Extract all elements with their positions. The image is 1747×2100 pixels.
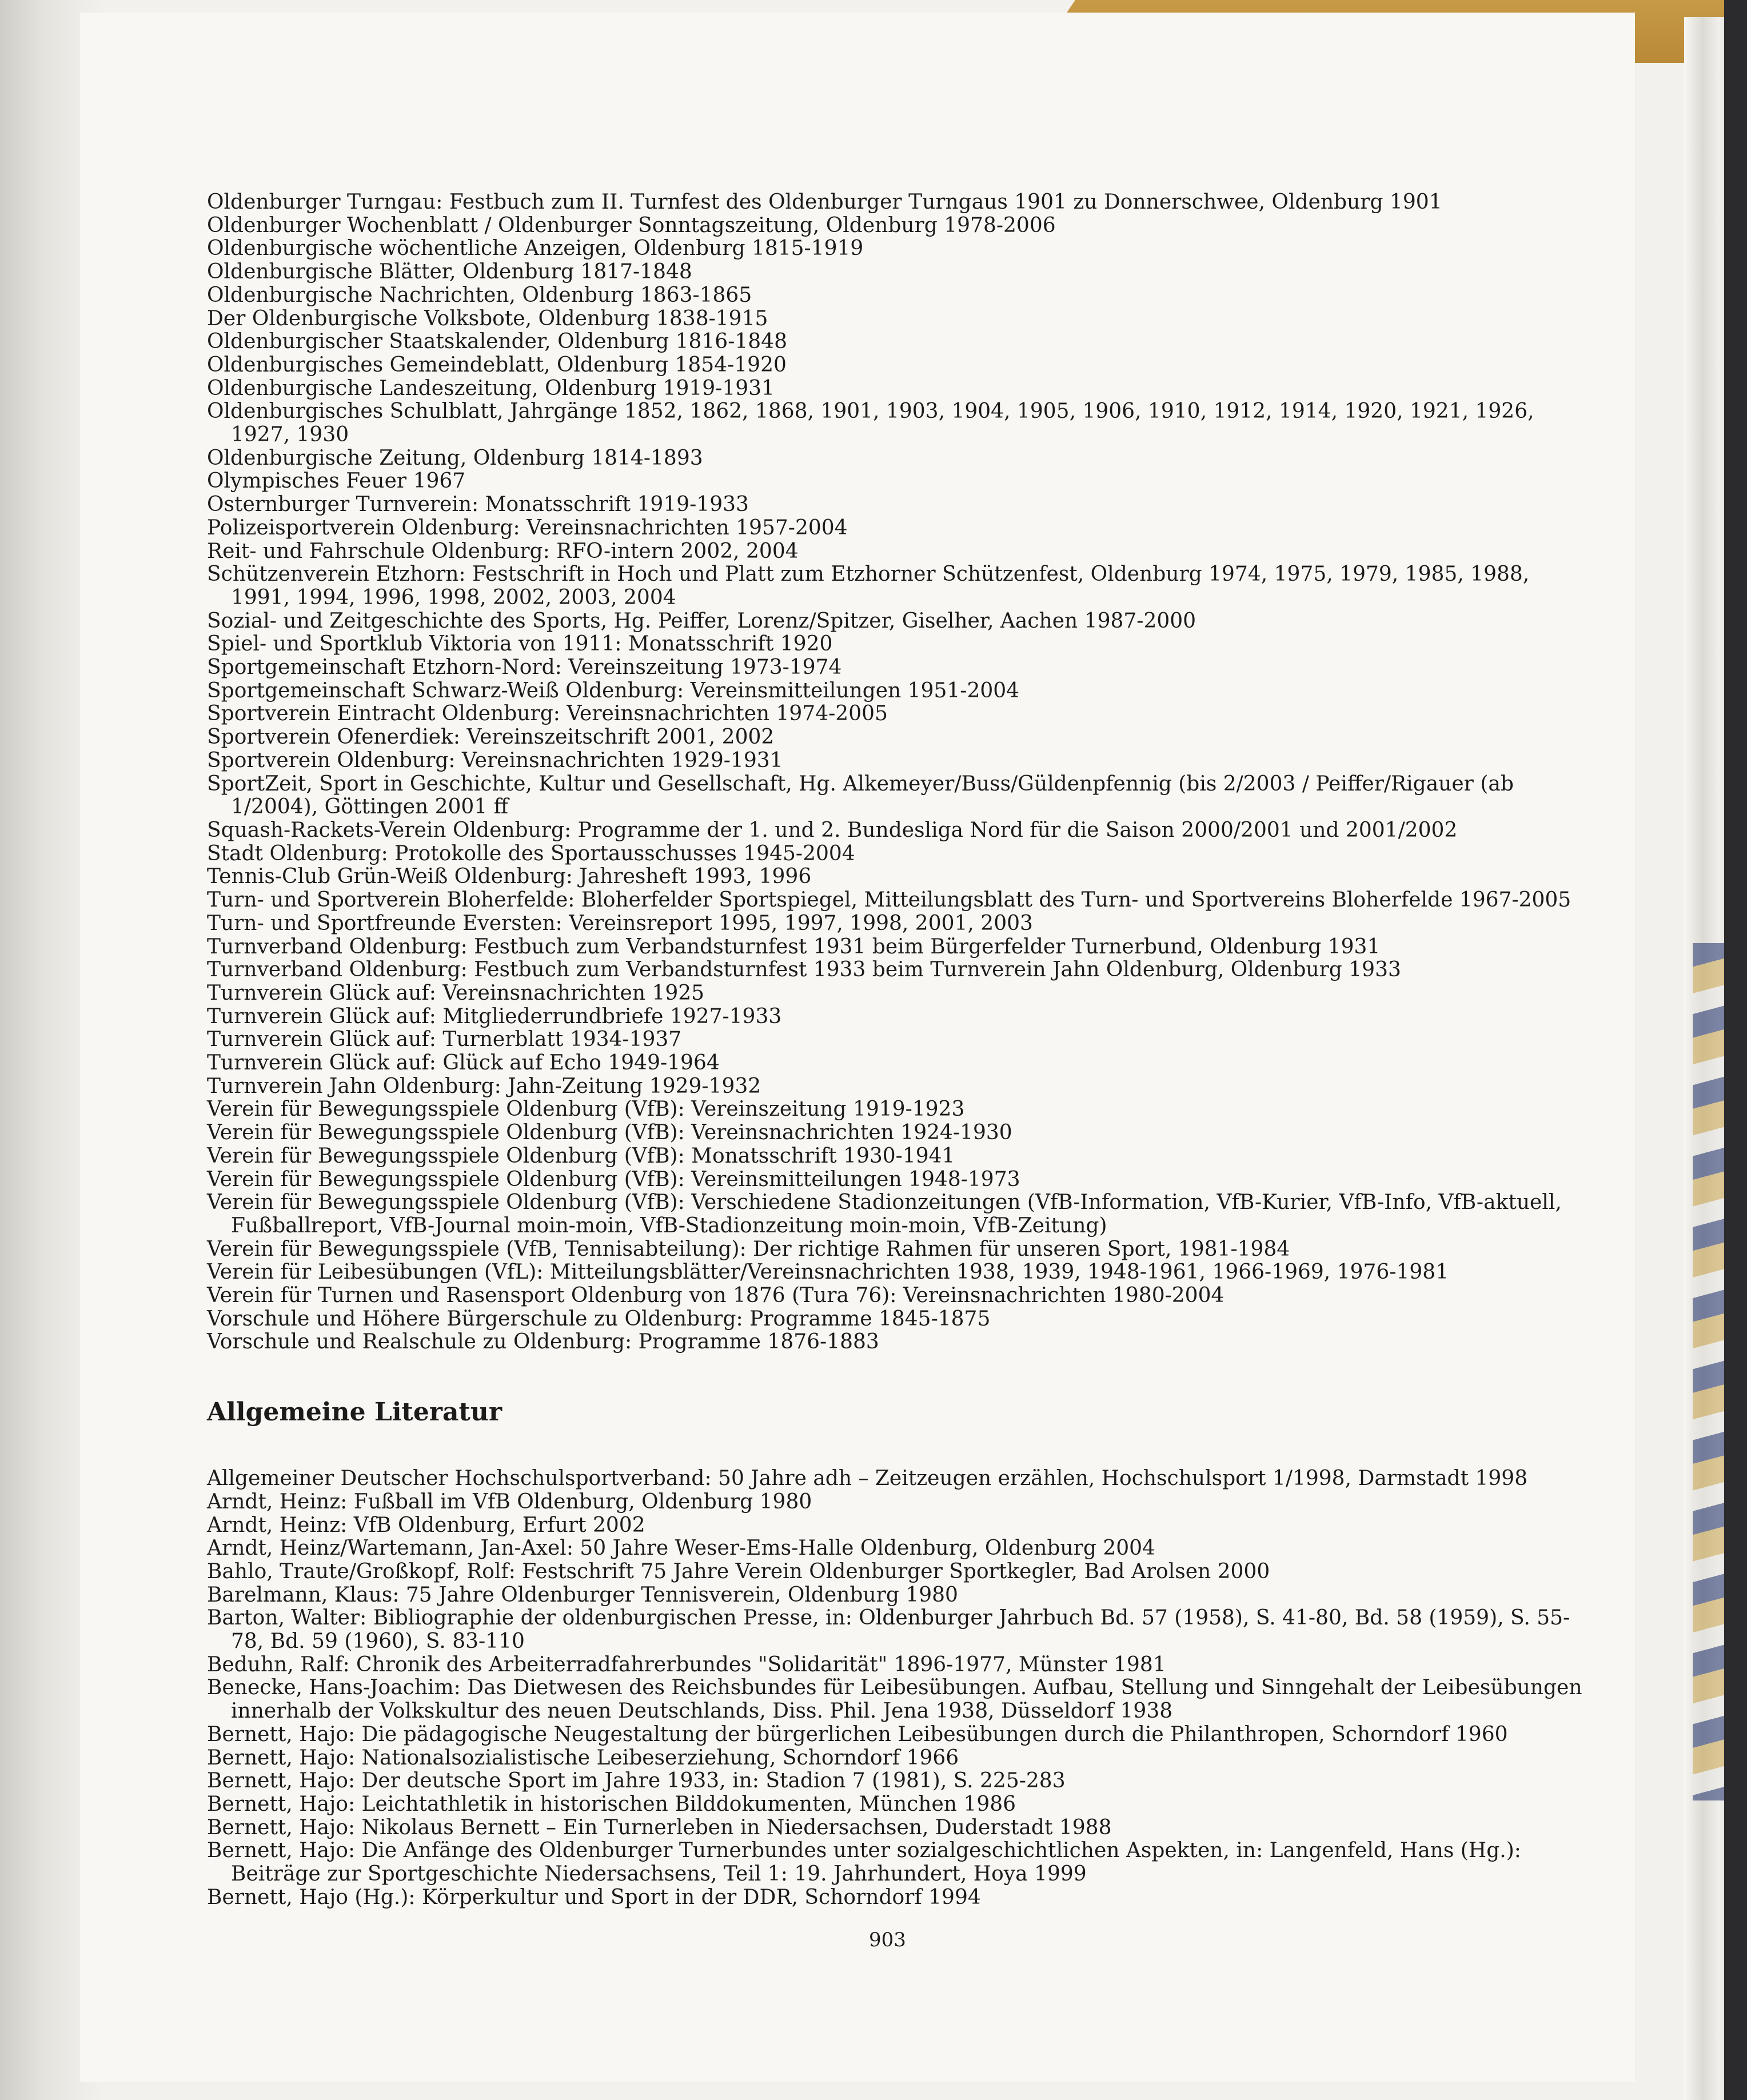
literature-entry: Bernett, Hajo: Die Anfänge des Oldenburger Turnerbundes unter sozialgeschichtlichen Aspekten, in: Langenfeld, Hans (Hg.): Beiträge zur Sportgeschichte Niedersachsens, Teil 1: 19. Jahrhundert, Hoya 1999 [207, 1839, 1521, 1886]
source-entry: Oldenburgische Zeitung, Oldenburg 1814-1893 [207, 446, 703, 470]
scan-border [1724, 0, 1747, 2100]
source-entry: Turn- und Sportfreunde Eversten: Vereinsreport 1995, 1997, 1998, 2001, 2003 [207, 911, 1033, 935]
source-entry: Turnverband Oldenburg: Festbuch zum Verbandsturnfest 1933 beim Turnverein Jahn Oldenburg, Oldenburg 1933 [207, 958, 1401, 982]
source-entry: Sportverein Oldenburg: Vereinsnachrichten 1929-1931 [207, 748, 783, 772]
literature-entry: Bernett, Hajo: Nikolaus Bernett – Ein Turnerleben in Niedersachsen, Duderstadt 1988 [207, 1815, 1112, 1839]
source-entry: Oldenburgische Blätter, Oldenburg 1817-1848 [207, 260, 692, 284]
literature-entry: Barton, Walter: Bibliographie der oldenburgischen Presse, in: Oldenburger Jahrbuch Bd. 57 (1958), S. 41-80, Bd. 58 (1959), S. 55-78, Bd. 59 (1960), S. 83-110 [207, 1606, 1570, 1654]
source-entry: Reit- und Fahrschule Oldenburg: RFO-intern 2002, 2004 [207, 539, 799, 563]
source-entry: Oldenburgische Landeszeitung, Oldenburg 1919-1931 [207, 376, 775, 400]
source-entry: Oldenburgische Nachrichten, Oldenburg 1863-1865 [207, 283, 752, 307]
page-content [207, 191, 1590, 1910]
source-entry: Olympisches Feuer 1967 [207, 469, 466, 493]
source-entry: Verein für Bewegungsspiele Oldenburg (VfB): Vereinsnachrichten 1924-1930 [207, 1121, 1012, 1145]
literature-entry: Beduhn, Ralf: Chronik des Arbeiterradfahrerbundes "Solidarität" 1896-1977, Münster 1981 [207, 1652, 1166, 1676]
source-entry: Oldenburgische wöchentliche Anzeigen, Oldenburg 1815-1919 [207, 237, 864, 261]
sources-list [207, 191, 1590, 1354]
source-entry: Stadt Oldenburg: Protokolle des Sportausschusses 1945-2004 [207, 841, 855, 865]
section-heading: Allgemeine Literatur [207, 1398, 502, 1427]
literature-entry: Bernett, Hajo (Hg.): Körperkultur und Sport in der DDR, Schorndorf 1994 [207, 1885, 981, 1909]
literature-entry: Arndt, Heinz: Fußball im VfB Oldenburg, Oldenburg 1980 [207, 1490, 812, 1514]
source-entry: Sportgemeinschaft Schwarz-Weiß Oldenburg: Vereinsmitteilungen 1951-2004 [207, 678, 1020, 702]
literature-entry: Arndt, Heinz: VfB Oldenburg, Erfurt 2002 [207, 1513, 645, 1537]
literature-entry: Bernett, Hajo: Der deutsche Sport im Jahre 1933, in: Stadion 7 (1981), S. 225-283 [207, 1769, 1066, 1793]
cover-pattern-edge [1693, 943, 1724, 1800]
source-entry: Verein für Bewegungsspiele (VfB, Tennisabteilung): Der richtige Rahmen für unseren Sport, 1981-1984 [207, 1237, 1290, 1261]
literature-entry: Bahlo, Traute/Großkopf, Rolf: Festschrift 75 Jahre Verein Oldenburger Sportkegler, Bad Arolsen 2000 [207, 1559, 1270, 1583]
source-entry: SportZeit, Sport in Geschichte, Kultur und Gesellschaft, Hg. Alkemeyer/Buss/Güldenpfennig (bis 2/2003 / Peiffer/Rigauer (ab 1/2004), Göttingen 2001 ff [207, 772, 1514, 819]
source-entry: Turnverein Glück auf: Turnerblatt 1934-1937 [207, 1028, 682, 1052]
source-entry: Turnverein Glück auf: Glück auf Echo 1949-1964 [207, 1051, 720, 1075]
source-entry: Vorschule und Höhere Bürgerschule zu Oldenburg: Programme 1845-1875 [207, 1307, 991, 1331]
literature-entry: Bernett, Hajo: Leichtathletik in historischen Bilddokumenten, München 1986 [207, 1792, 1016, 1816]
source-entry: Verein für Bewegungsspiele Oldenburg (VfB): Monatsschrift 1930-1941 [207, 1144, 955, 1168]
source-entry: Squash-Rackets-Verein Oldenburg: Programme der 1. und 2. Bundesliga Nord für die Saison 2000/2001 und 2001/2002 [207, 818, 1458, 842]
source-entry: Verein für Bewegungsspiele Oldenburg (VfB): Vereinszeitung 1919-1923 [207, 1097, 965, 1121]
source-entry: Spiel- und Sportklub Viktoria von 1911: Monatsschrift 1920 [207, 632, 833, 656]
source-entry: Tennis-Club Grün-Weiß Oldenburg: Jahresheft 1993, 1996 [207, 865, 812, 889]
source-entry: Oldenburger Wochenblatt / Oldenburger Sonntagszeitung, Oldenburg 1978-2006 [207, 213, 1056, 237]
literature-entry: Barelmann, Klaus: 75 Jahre Oldenburger Tennisverein, Oldenburg 1980 [207, 1583, 958, 1607]
source-entry: Sportverein Ofenerdiek: Vereinszeitschrift 2001, 2002 [207, 725, 775, 749]
source-entry: Verein für Bewegungsspiele Oldenburg (VfB): Verschiedene Stadionzeitungen (VfB-Information, VfB-Kurier, VfB-Info, VfB-aktuell, Fußballreport, VfB-Journal moin-moin, VfB-Stadionzeitung moin-moin, VfB-Zeitung) [207, 1191, 1562, 1237]
source-entry: Oldenburgisches Gemeindeblatt, Oldenburg 1854-1920 [207, 353, 787, 377]
source-entry: Oldenburgischer Staatskalender, Oldenburg 1816-1848 [207, 330, 787, 354]
source-entry: Turnverein Jahn Oldenburg: Jahn-Zeitung 1929-1932 [207, 1074, 761, 1098]
source-entry: Der Oldenburgische Volksbote, Oldenburg 1838-1915 [207, 306, 768, 330]
literature-list [207, 1467, 1590, 1909]
source-entry: Verein für Bewegungsspiele Oldenburg (VfB): Vereinsmitteilungen 1948-1973 [207, 1167, 1020, 1191]
source-entry: Sportverein Eintracht Oldenburg: Vereinsnachrichten 1974-2005 [207, 702, 888, 726]
source-entry: Turnverband Oldenburg: Festbuch zum Verbandsturnfest 1931 beim Bürgerfelder Turnerbund, Oldenburg 1931 [207, 935, 1381, 959]
literature-entry: Bernett, Hajo: Nationalsozialistische Leibeserziehung, Schorndorf 1966 [207, 1746, 959, 1770]
source-entry: Oldenburger Turngau: Festbuch zum II. Turnfest des Oldenburger Turngaus 1901 zu Donnerschwee, Oldenburg 1901 [207, 190, 1442, 214]
literature-entry: Allgemeiner Deutscher Hochschulsportverband: 50 Jahre adh – Zeitzeugen erzählen, Hochschulsport 1/1998, Darmstadt 1998 [207, 1467, 1528, 1491]
book-page [80, 13, 1635, 2082]
literature-entry: Benecke, Hans-Joachim: Das Dietwesen des Reichsbundes für Leibesübungen. Aufbau, Stellung und Sinngehalt der Leibesübungen innerhalb der Volkskultur des neuen Deutschlands, Diss. Phil. Jena 1938, Düsseldorf 1938 [207, 1676, 1582, 1723]
source-entry: Sozial- und Zeitgeschichte des Sports, Hg. Peiffer, Lorenz/Spitzer, Giselher, Aachen 1987-2000 [207, 609, 1196, 633]
source-entry: Verein für Leibesübungen (VfL): Mitteilungsblätter/Vereinsnachrichten 1938, 1939, 1948-1961, 1966-1969, 1976-1981 [207, 1260, 1449, 1284]
source-entry: Verein für Turnen und Rasensport Oldenburg von 1876 (Tura 76): Vereinsnachrichten 1980-2004 [207, 1284, 1225, 1308]
literature-entry: Bernett, Hajo: Die pädagogische Neugestaltung der bürgerlichen Leibesübungen durch die Philanthropen, Schorndorf 1960 [207, 1722, 1508, 1746]
literature-entry: Arndt, Heinz/Wartemann, Jan-Axel: 50 Jahre Weser-Ems-Halle Oldenburg, Oldenburg 2004 [207, 1536, 1155, 1560]
source-entry: Osternburger Turnverein: Monatsschrift 1919-1933 [207, 493, 749, 517]
source-entry: Turnverein Glück auf: Vereinsnachrichten 1925 [207, 981, 705, 1005]
page-number: 903 [869, 1929, 906, 1951]
source-entry: Vorschule und Realschule zu Oldenburg: Programme 1876-1883 [207, 1330, 879, 1354]
source-entry: Turnverein Glück auf: Mitgliederrundbriefe 1927-1933 [207, 1004, 782, 1028]
source-entry: Polizeisportverein Oldenburg: Vereinsnachrichten 1957-2004 [207, 516, 848, 540]
source-entry: Schützenverein Etzhorn: Festschrift in Hoch und Platt zum Etzhorner Schützenfest, Oldenburg 1974, 1975, 1979, 1985, 1988, 1991, 1994, 1996, 1998, 2002, 2003, 2004 [207, 562, 1530, 609]
source-entry: Sportgemeinschaft Etzhorn-Nord: Vereinszeitung 1973-1974 [207, 656, 842, 680]
source-entry: Turn- und Sportverein Bloherfelde: Bloherfelder Sportspiegel, Mitteilungsblatt des Turn- und Sportvereins Bloherfelde 1967-2005 [207, 888, 1571, 912]
source-entry: Oldenburgisches Schulblatt, Jahrgänge 1852, 1862, 1868, 1901, 1903, 1904, 1905, 1906, 1910, 1912, 1914, 1920, 1921, 1926, 1927, 1930 [207, 400, 1534, 447]
